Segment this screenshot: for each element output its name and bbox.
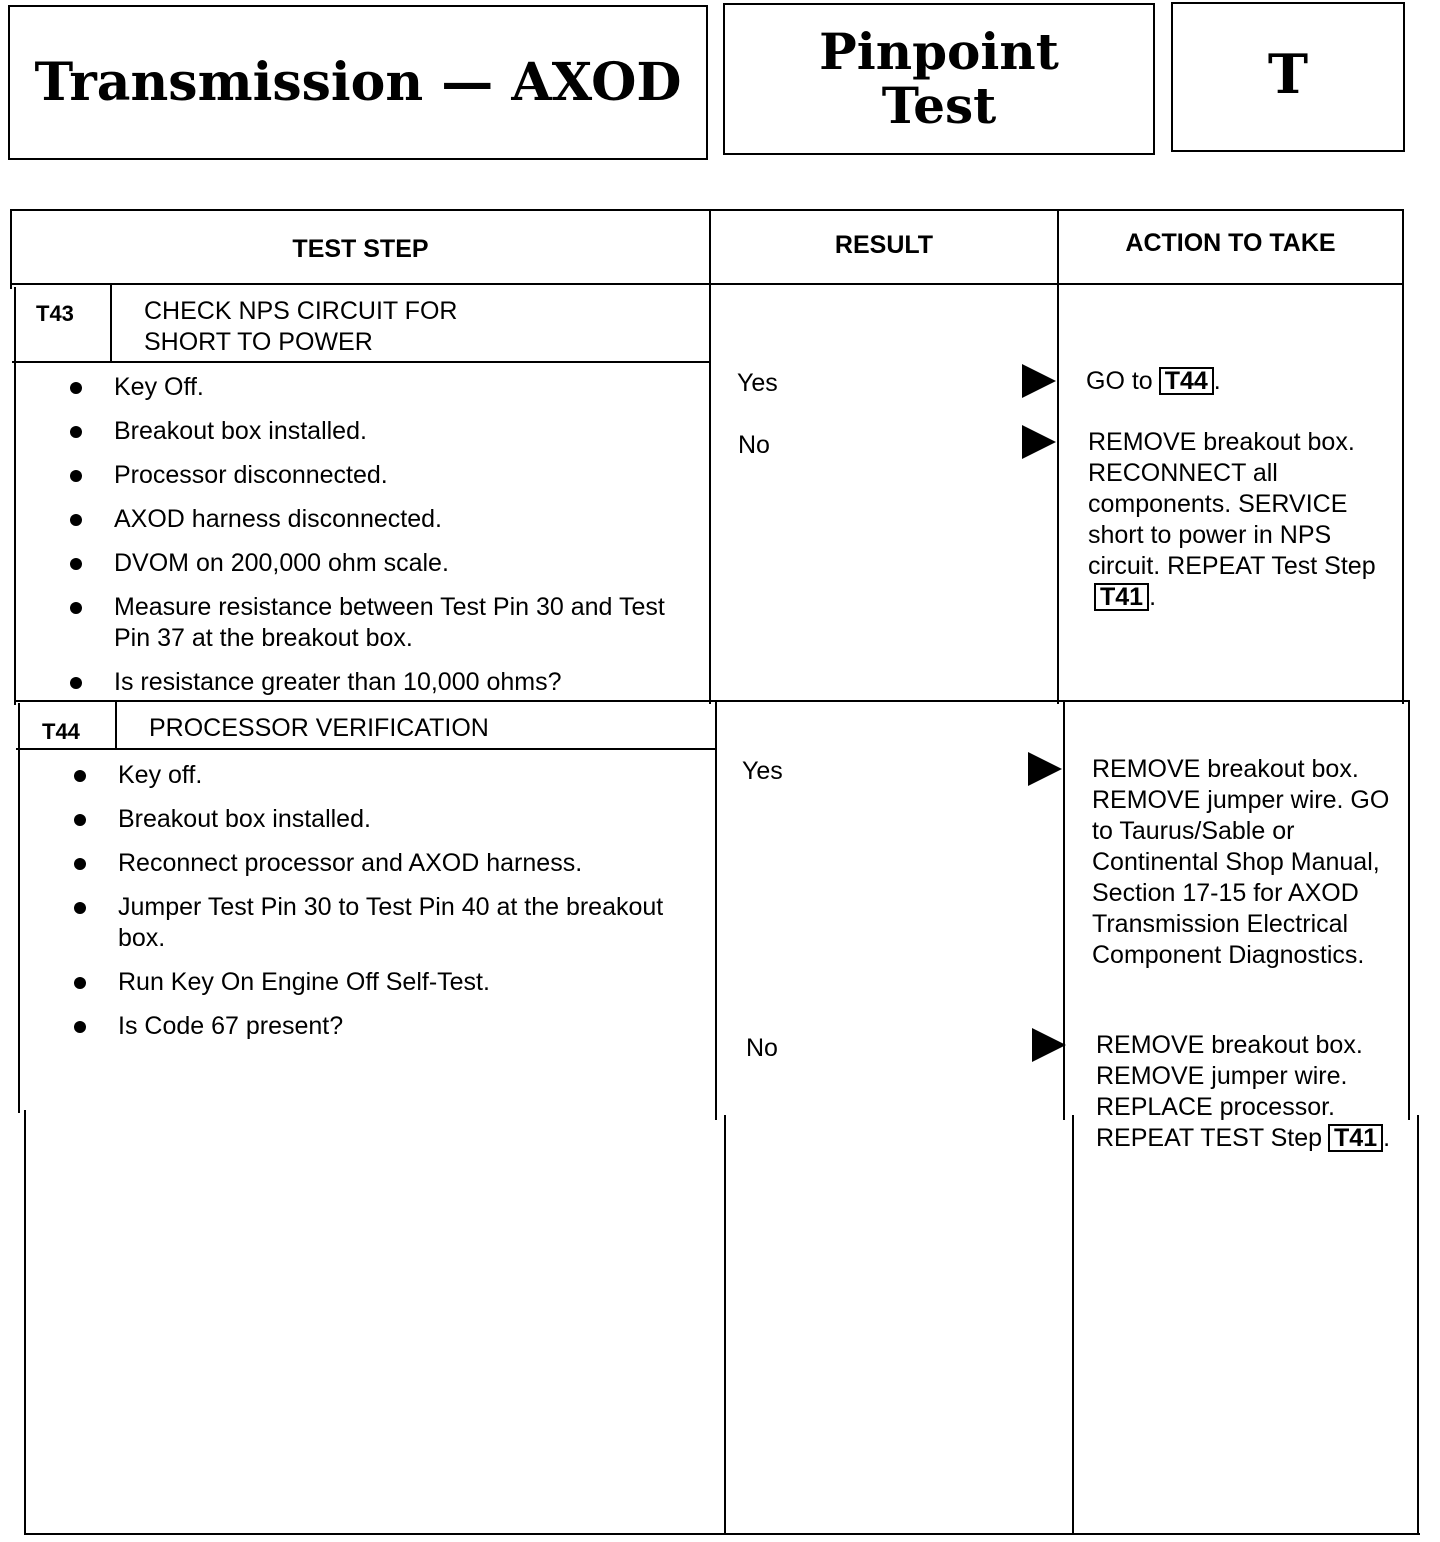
result-yes: Yes xyxy=(742,757,783,785)
list-item: Breakout box installed. xyxy=(74,804,704,835)
col-divider-1a xyxy=(709,209,711,704)
action-text xyxy=(1092,754,1397,971)
col-divider-1c xyxy=(724,1115,726,1535)
step-title-line: CHECK NPS CIRCUIT FOR xyxy=(144,297,458,325)
right-border-c xyxy=(1417,1115,1419,1535)
right-border-a xyxy=(1402,209,1404,704)
t44-code-divider xyxy=(115,702,117,750)
list-item: Is Code 67 present? xyxy=(74,1011,704,1042)
section-letter-text: T xyxy=(1267,42,1309,106)
list-item: Key Off. xyxy=(70,372,700,403)
step-reference: T44 xyxy=(1159,367,1214,395)
step-reference: T41 xyxy=(1328,1124,1383,1152)
action-instruction: REMOVE breakout box. REMOVE jumper wire. REPLACE processor. REPEAT TEST Step xyxy=(1096,1031,1363,1152)
col-header-action: ACTION TO TAKE xyxy=(1125,229,1336,257)
result-yes: Yes xyxy=(737,369,778,397)
action-instruction: REMOVE breakout box. REMOVE jumper wire. GO to Taurus/Sable or Continental Shop Manual, Section 17-15 for AXOD Transmission Electrical Component Diagnostics. xyxy=(1092,755,1390,969)
step-bullet-list xyxy=(74,760,704,1055)
pinpoint-label: Pinpoint xyxy=(819,22,1059,81)
section-letter xyxy=(1171,2,1405,152)
list-item: Processor disconnected. xyxy=(70,460,700,491)
action-text xyxy=(1088,427,1393,613)
col-header-test-step: TEST STEP xyxy=(292,235,429,263)
table-bottom-border xyxy=(24,1533,1420,1535)
list-item: Breakout box installed. xyxy=(70,416,700,447)
list-item: Reconnect processor and AXOD harness. xyxy=(74,848,704,879)
col-header-result: RESULT xyxy=(834,231,934,259)
list-item: Is resistance greater than 10,000 ohms? xyxy=(70,667,700,698)
action-end: . xyxy=(1149,583,1157,611)
arrow-right-icon xyxy=(1032,1028,1066,1062)
t43-title-border xyxy=(12,361,710,363)
list-item: Key off. xyxy=(74,760,704,791)
arrow-right-icon xyxy=(1022,364,1056,398)
manual-title-text: Transmission — AXOD xyxy=(34,52,682,113)
action-end: . xyxy=(1383,1124,1391,1152)
step-reference: T41 xyxy=(1094,583,1149,611)
result-no: No xyxy=(746,1034,778,1062)
action-text xyxy=(1086,366,1391,397)
action-instruction: REMOVE breakout box. RECONNECT all components. SERVICE short to power in NPS circuit. REPEAT Test Step xyxy=(1088,428,1376,580)
step-title xyxy=(149,713,489,744)
action-instruction: GO to xyxy=(1086,367,1153,395)
action-text xyxy=(1096,1030,1401,1154)
step-title-line: SHORT TO POWER xyxy=(144,328,373,356)
t44-title-border xyxy=(16,748,716,750)
arrow-right-icon xyxy=(1028,752,1062,786)
header-row-border xyxy=(10,283,1404,285)
step-title-line: PROCESSOR VERIFICATION xyxy=(149,714,489,742)
col-divider-2c xyxy=(1072,1115,1074,1535)
t43-code-divider xyxy=(110,285,112,363)
table-top-border xyxy=(10,209,1404,211)
result-no: No xyxy=(738,431,770,459)
right-border-b xyxy=(1408,700,1410,1120)
list-item: Run Key On Engine Off Self-Test. xyxy=(74,967,704,998)
left-border-t44 xyxy=(18,703,20,1113)
list-item: AXOD harness disconnected. xyxy=(70,504,700,535)
list-item: Measure resistance between Test Pin 30 and Test Pin 37 at the breakout box. xyxy=(70,592,700,654)
col-divider-2a xyxy=(1057,209,1059,704)
step-code: T43 xyxy=(36,301,74,326)
step-bullet-list xyxy=(70,372,700,711)
list-item: DVOM on 200,000 ohm scale. xyxy=(70,548,700,579)
step-code: T44 xyxy=(42,719,80,744)
list-item: Jumper Test Pin 30 to Test Pin 40 at the breakout box. xyxy=(74,892,704,954)
left-border-t43 xyxy=(14,287,16,705)
test-label: Test xyxy=(881,76,997,135)
left-border-bottom xyxy=(24,1110,26,1535)
arrow-right-icon xyxy=(1022,425,1056,459)
step-title xyxy=(144,296,457,358)
manual-title xyxy=(8,5,708,160)
pinpoint-test-box xyxy=(723,3,1155,155)
action-end: . xyxy=(1213,367,1221,395)
col-divider-1b xyxy=(715,700,717,1120)
